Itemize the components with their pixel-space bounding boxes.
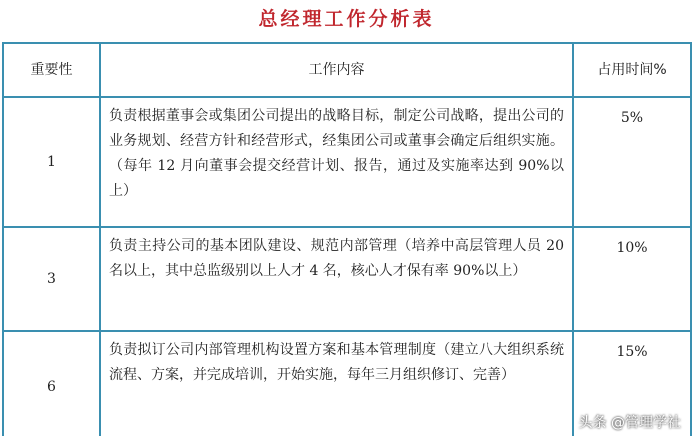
- row-importance: 6: [3, 331, 100, 436]
- analysis-table: [2, 42, 692, 436]
- page-title: 总经理工作分析表: [258, 8, 435, 30]
- header-importance: 重要性: [3, 43, 100, 97]
- row-content: 负责主持公司的基本团队建设、规范内部管理（培养中高层管理人员 20 名以上，其中总监级别以上人才 4 名，核心人才保有率 90%以上）: [100, 227, 573, 331]
- row-time: 15%: [573, 331, 691, 436]
- header-content: 工作内容: [100, 43, 573, 97]
- table-row: [3, 227, 691, 331]
- row-importance: 1: [3, 97, 100, 227]
- row-time: 5%: [573, 97, 691, 227]
- row-content: 负责根据董事会或集团公司提出的战略目标，制定公司战略，提出公司的业务规划、经营方针和经营形式，经集团公司或董事会确定后组织实施。（每年 12 月向董事会提交经营计划、报告，通过及实施率达到 90%以上）: [100, 97, 573, 227]
- analysis-table-container: [2, 42, 690, 436]
- watermark: 头条 @管理学社: [578, 415, 681, 431]
- header-time: 占用时间%: [573, 43, 691, 97]
- row-importance: 3: [3, 227, 100, 331]
- row-content: 负责拟订公司内部管理机构设置方案和基本管理制度（建立八大组织系统流程、方案，并完成培训，开始实施，每年三月组织修订、完善）: [100, 331, 573, 436]
- table-header-row: [3, 43, 691, 97]
- table-row: [3, 97, 691, 227]
- row-time: 10%: [573, 227, 691, 331]
